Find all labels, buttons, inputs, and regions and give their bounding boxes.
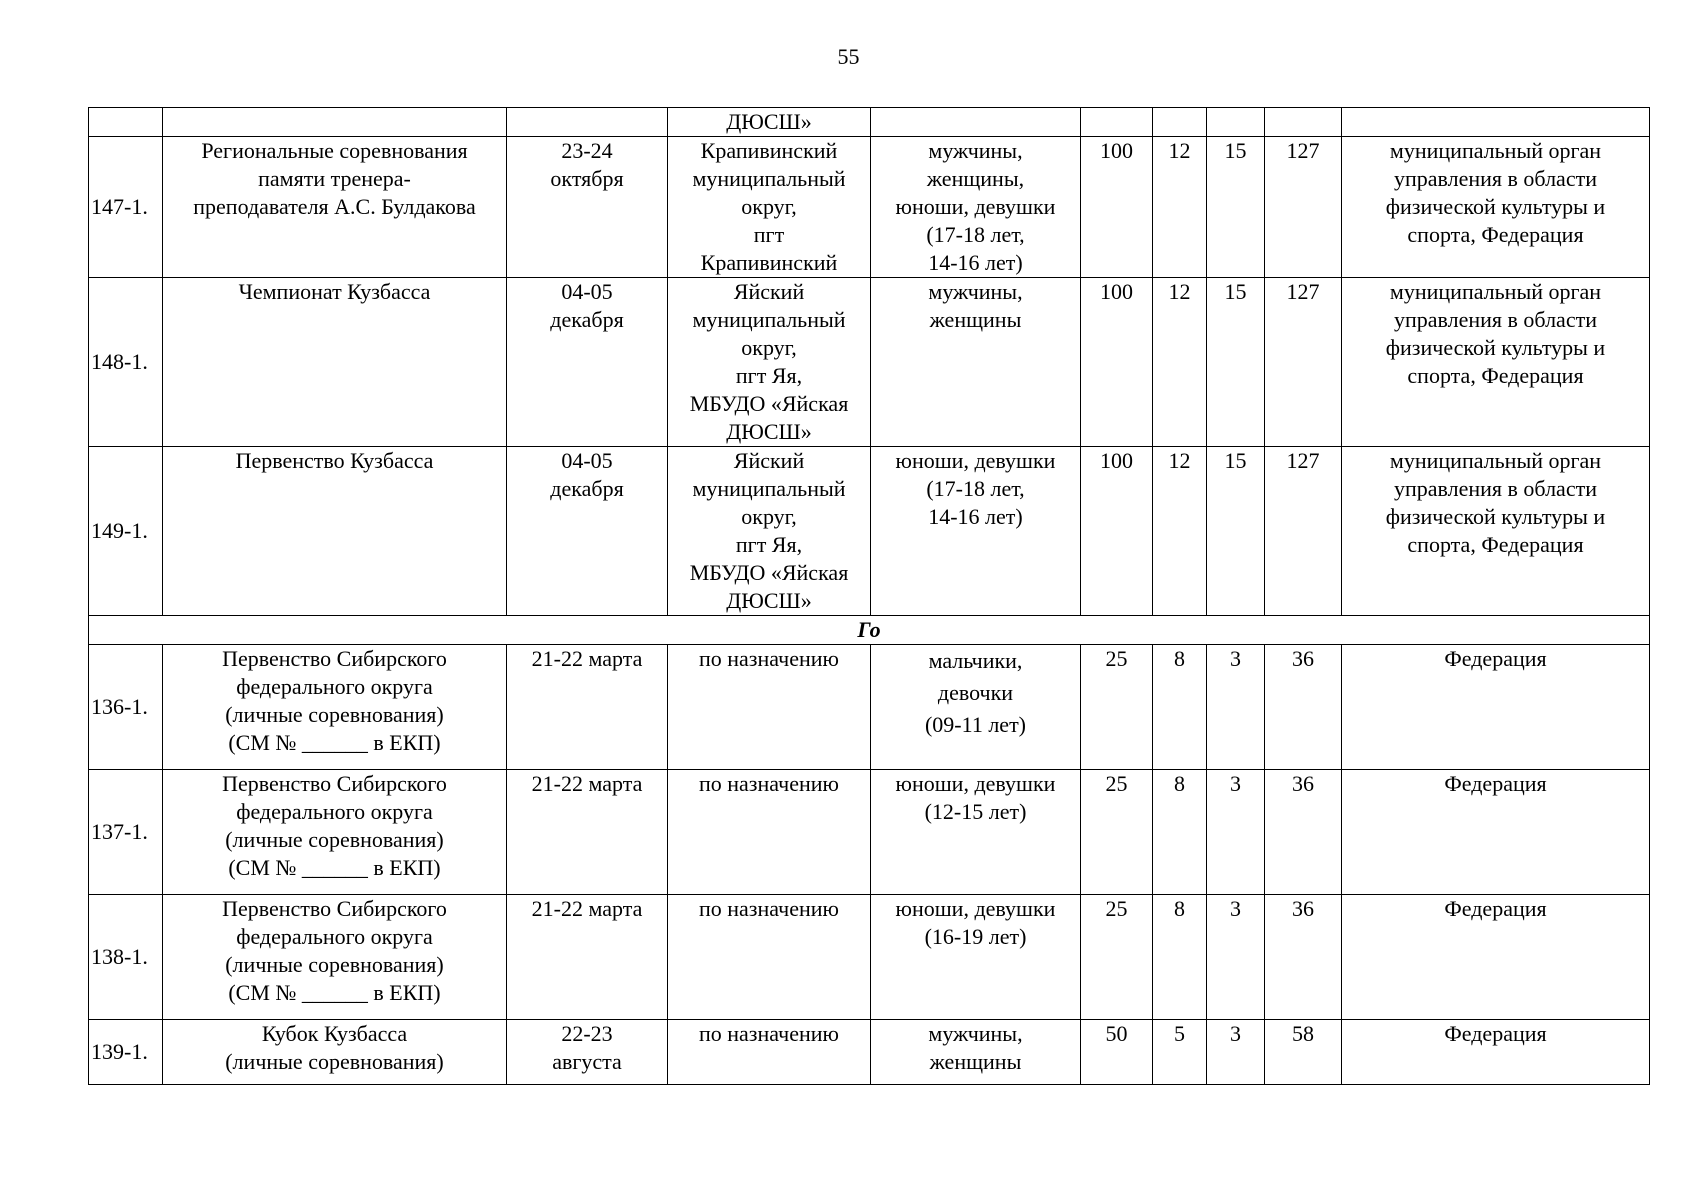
cell-dates — [507, 770, 668, 895]
cell-num — [89, 108, 163, 137]
cell-num: 137-1. — [89, 770, 163, 895]
text-line: спорта, Федерация — [1407, 222, 1584, 247]
text-line: спорта, Федерация — [1407, 363, 1584, 388]
text-line: Федерация — [1444, 646, 1547, 671]
text-line: по назначению — [699, 771, 839, 796]
cell-dates — [507, 108, 668, 137]
text-line: (СМ № ______ в ЕКП) — [228, 730, 441, 755]
text-line: муниципальный орган — [1389, 448, 1602, 473]
text-line: по назначению — [699, 646, 839, 671]
cell-c3 — [1207, 108, 1265, 137]
text-line: Крапивинский — [700, 138, 838, 163]
text-line: МБУДО «Яйская — [689, 560, 849, 585]
cell-organizer — [1342, 895, 1650, 1020]
cell-c2: 12 — [1153, 447, 1207, 616]
cell-participants — [871, 645, 1081, 770]
cell-c4: 127 — [1265, 278, 1342, 447]
text-line: округ, — [741, 504, 797, 529]
text-line: 21-22 марта — [531, 646, 643, 671]
table-row — [89, 895, 1650, 1020]
text-line: (СМ № ______ в ЕКП) — [228, 855, 441, 880]
cell-num: 148-1. — [89, 278, 163, 447]
cell-venue — [668, 447, 871, 616]
text-line: ДЮСШ» — [726, 588, 812, 613]
cell-c1: 100 — [1081, 278, 1153, 447]
text-line: (09-11 лет) — [924, 712, 1027, 737]
text-line: муниципальный орган — [1389, 138, 1602, 163]
text-line: мужчины, — [928, 1021, 1023, 1046]
cell-c3: 15 — [1207, 447, 1265, 616]
text-line: мужчины, — [928, 279, 1023, 304]
text-line: 04-05 — [561, 448, 613, 473]
cell-c4 — [1265, 108, 1342, 137]
cell-organizer — [1342, 137, 1650, 278]
text-line: округ, — [741, 194, 797, 219]
text-line: 23-24 — [561, 138, 613, 163]
text-line: Первенство Сибирского — [222, 771, 447, 796]
text-line: округ, — [741, 335, 797, 360]
section-row — [89, 616, 1650, 645]
cell-c3: 3 — [1207, 895, 1265, 1020]
text-line: физической культуры и — [1385, 504, 1606, 529]
cell-venue — [668, 645, 871, 770]
cell-c4: 58 — [1265, 1020, 1342, 1085]
cell-c1: 100 — [1081, 447, 1153, 616]
text-line: физической культуры и — [1385, 335, 1606, 360]
cell-c4: 36 — [1265, 770, 1342, 895]
cell-c2: 12 — [1153, 137, 1207, 278]
text-line: муниципальный орган — [1389, 279, 1602, 304]
cell-c1: 100 — [1081, 137, 1153, 278]
text-line: (личные соревнования) — [225, 1049, 444, 1074]
text-line: спорта, Федерация — [1407, 532, 1584, 557]
text-line: августа — [552, 1049, 622, 1074]
table-row-continuation — [89, 108, 1650, 137]
text-line: Яйский — [733, 448, 805, 473]
cell-participants — [871, 895, 1081, 1020]
cell-c3: 3 — [1207, 770, 1265, 895]
text-line: (личные соревнования) — [225, 827, 444, 852]
text-line: (личные соревнования) — [225, 702, 444, 727]
cell-c1 — [1081, 108, 1153, 137]
text-line: октября — [550, 166, 624, 191]
text-line: юноши, девушки — [895, 194, 1056, 219]
text-line: девочки — [937, 680, 1014, 705]
cell-organizer — [1342, 770, 1650, 895]
text-line: Первенство Кузбасса — [235, 448, 434, 473]
text-line: юноши, девушки — [895, 448, 1056, 473]
table-row — [89, 137, 1650, 278]
text-line: (17-18 лет, — [926, 476, 1025, 501]
cell-c2: 8 — [1153, 645, 1207, 770]
cell-venue — [668, 895, 871, 1020]
cell-c4: 127 — [1265, 447, 1342, 616]
cell-participants — [871, 1020, 1081, 1085]
table-body — [89, 108, 1650, 1085]
cell-c1: 25 — [1081, 895, 1153, 1020]
text-line: (личные соревнования) — [225, 952, 444, 977]
text-line: Федерация — [1444, 771, 1547, 796]
cell-num: 138-1. — [89, 895, 163, 1020]
cell-c2: 12 — [1153, 278, 1207, 447]
cell-c2: 8 — [1153, 895, 1207, 1020]
competition-schedule-table — [88, 107, 1650, 1085]
cell-num: 149-1. — [89, 447, 163, 616]
text-line: муниципальный — [692, 476, 846, 501]
cell-dates — [507, 137, 668, 278]
cell-name — [163, 278, 507, 447]
text-line: муниципальный — [692, 166, 846, 191]
cell-participants — [871, 108, 1081, 137]
text-line: по назначению — [699, 896, 839, 921]
text-line: женщины, — [926, 166, 1025, 191]
text-line: федерального округа — [236, 674, 433, 699]
text-line: мужчины, — [928, 138, 1023, 163]
cell-participants — [871, 447, 1081, 616]
text-line: декабря — [550, 476, 624, 501]
cell-c4: 127 — [1265, 137, 1342, 278]
cell-c4: 36 — [1265, 645, 1342, 770]
cell-num: 139-1. — [89, 1020, 163, 1085]
text-line: Федерация — [1444, 896, 1547, 921]
text-line: Кубок Кузбасса — [261, 1021, 408, 1046]
table-row — [89, 645, 1650, 770]
text-line: (16-19 лет) — [924, 924, 1027, 949]
text-line: мальчики, — [928, 648, 1023, 673]
cell-c2 — [1153, 108, 1207, 137]
text-line: женщины — [929, 1049, 1022, 1074]
text-line: Региональные соревнования — [201, 138, 468, 163]
cell-dates — [507, 447, 668, 616]
text-line: физической культуры и — [1385, 194, 1606, 219]
text-line: преподавателя А.С. Булдакова — [193, 194, 476, 219]
cell-organizer — [1342, 645, 1650, 770]
cell-c2: 8 — [1153, 770, 1207, 895]
cell-name — [163, 447, 507, 616]
text-line: пгт Яя, — [735, 363, 803, 388]
cell-venue — [668, 278, 871, 447]
cell-venue — [668, 770, 871, 895]
text-line: Крапивинский — [700, 250, 838, 275]
cell-c3: 15 — [1207, 137, 1265, 278]
cell-c2: 5 — [1153, 1020, 1207, 1085]
cell-participants — [871, 770, 1081, 895]
page-number: 55 — [837, 44, 860, 69]
cell-name — [163, 137, 507, 278]
cell-name — [163, 645, 507, 770]
cell-organizer — [1342, 1020, 1650, 1085]
cell-participants — [871, 278, 1081, 447]
text-line: 04-05 — [561, 279, 613, 304]
cell-c1: 25 — [1081, 645, 1153, 770]
text-line: 21-22 марта — [531, 771, 643, 796]
cell-c3: 15 — [1207, 278, 1265, 447]
text-line: памяти тренера- — [258, 166, 411, 191]
cell-c1: 25 — [1081, 770, 1153, 895]
table-row — [89, 278, 1650, 447]
text-line: федерального округа — [236, 799, 433, 824]
table-row — [89, 770, 1650, 895]
cell-name — [163, 895, 507, 1020]
text-line: управления в области — [1394, 166, 1597, 191]
cell-c1: 50 — [1081, 1020, 1153, 1085]
cell-c3: 3 — [1207, 645, 1265, 770]
cell-participants — [871, 137, 1081, 278]
cell-organizer — [1342, 447, 1650, 616]
text-line: федерального округа — [236, 924, 433, 949]
text-line: (СМ № ______ в ЕКП) — [228, 980, 441, 1005]
cell-name — [163, 108, 507, 137]
text-line: ДЮСШ» — [726, 419, 812, 444]
text-line: муниципальный — [692, 307, 846, 332]
text-line: управления в области — [1394, 307, 1597, 332]
text-line: юноши, девушки — [895, 896, 1056, 921]
text-line: Федерация — [1444, 1021, 1547, 1046]
cell-dates — [507, 895, 668, 1020]
text-line: Первенство Сибирского — [222, 646, 447, 671]
text-line: 21-22 марта — [531, 896, 643, 921]
text-line: по назначению — [699, 1021, 839, 1046]
cell-venue — [668, 137, 871, 278]
text-line: декабря — [550, 307, 624, 332]
cell-dates — [507, 278, 668, 447]
cell-c4: 36 — [1265, 895, 1342, 1020]
text-line: 14-16 лет) — [928, 250, 1023, 275]
text-line: Чемпионат Кузбасса — [238, 279, 431, 304]
cell-name — [163, 770, 507, 895]
text-line: пгт — [753, 222, 785, 247]
text-line: юноши, девушки — [895, 771, 1056, 796]
text-line: (17-18 лет, — [926, 222, 1025, 247]
text-line: Яйский — [733, 279, 805, 304]
text-line: женщины — [929, 307, 1022, 332]
text-line: (12-15 лет) — [924, 799, 1027, 824]
cell-dates — [507, 645, 668, 770]
text-line: управления в области — [1394, 476, 1597, 501]
text-line: МБУДО «Яйская — [689, 391, 849, 416]
cell-num: 147-1. — [89, 137, 163, 278]
text-line: пгт Яя, — [735, 532, 803, 557]
cell-c3: 3 — [1207, 1020, 1265, 1085]
table-row — [89, 447, 1650, 616]
cell-venue: ДЮСШ» — [668, 108, 871, 137]
cell-organizer — [1342, 278, 1650, 447]
text-line: 14-16 лет) — [928, 504, 1023, 529]
cell-organizer — [1342, 108, 1650, 137]
text-line: 22-23 — [561, 1021, 613, 1046]
table-row — [89, 1020, 1650, 1085]
cell-num: 136-1. — [89, 645, 163, 770]
section-title: Го — [89, 616, 1650, 645]
cell-venue — [668, 1020, 871, 1085]
cell-name — [163, 1020, 507, 1085]
cell-dates — [507, 1020, 668, 1085]
text-line: Первенство Сибирского — [222, 896, 447, 921]
